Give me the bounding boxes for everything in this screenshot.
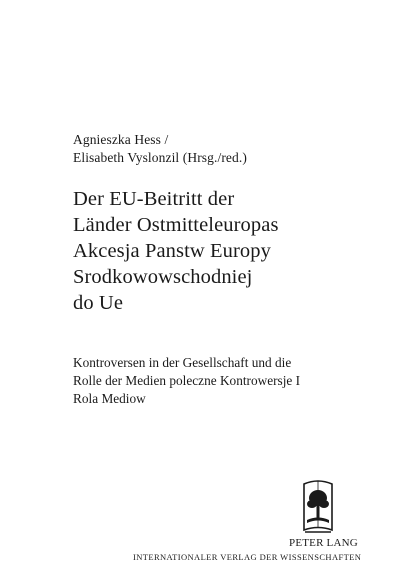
title-line: Akcesja Panstw Europy bbox=[73, 240, 271, 262]
author-line: Elisabeth Vyslonzil (Hrsg./red.) bbox=[73, 150, 247, 165]
author-line: Agnieszka Hess / bbox=[73, 132, 169, 147]
publisher-imprint: INTERNATIONALER VERLAG DER WISSENSCHAFTEN bbox=[133, 552, 362, 562]
authors bbox=[73, 131, 247, 167]
title-line: Der EU-Beitritt der bbox=[73, 188, 235, 210]
title-line: Länder Ostmitteleuropas bbox=[73, 214, 279, 236]
book-subtitle bbox=[73, 354, 373, 408]
subtitle-line: Kontroversen in der Gesellschaft und die bbox=[73, 355, 292, 370]
subtitle-line: Rola Mediow bbox=[73, 391, 146, 406]
title-line: do Ue bbox=[73, 292, 124, 314]
subtitle-line: Rolle der Medien poleczne Kontrowersje I bbox=[73, 373, 301, 388]
tree-in-book-logo-icon bbox=[301, 478, 335, 538]
title-line: Srodkowowschodniej bbox=[73, 266, 253, 288]
publisher-name: PETER LANG bbox=[289, 537, 358, 549]
book-title bbox=[73, 186, 279, 316]
